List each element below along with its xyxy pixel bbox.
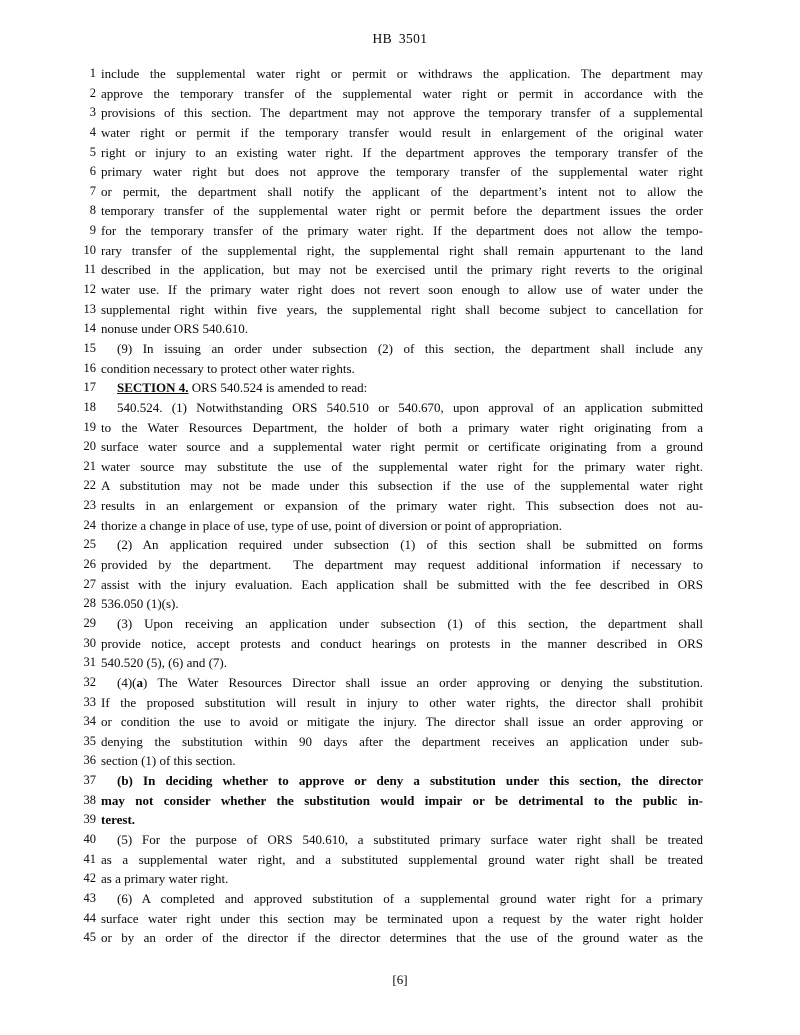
line-number: 31 [83,655,96,670]
line-number: 24 [83,517,96,532]
text-segment: a [136,674,143,690]
text-segment: denying the substitution within 90 days after the department receives an application under sub- [101,733,703,749]
line-number: 16 [83,360,96,375]
text-segment: described in the application, but may not be exercised until the primary right reverts to the original [101,262,703,278]
line-number: 5 [89,144,96,159]
line-text [101,889,703,909]
line-text [101,123,703,143]
line-text [101,712,703,732]
text-line [0,791,703,811]
text-segment: as a supplemental water right, and a substituted supplemental ground water right shall be treated [101,851,703,867]
line-text [101,457,703,477]
line-number: 7 [89,183,96,198]
line-number: 26 [83,557,96,572]
text-segment: (b) In deciding whether to approve or deny a substitution under this section, the director [117,773,703,789]
line-number: 13 [83,301,96,316]
line-text [101,339,703,359]
text-line [0,201,703,221]
text-segment: include the supplemental water right or permit or withdraws the application. The department may [101,66,703,81]
line-number: 2 [89,85,96,100]
line-text [101,103,703,123]
line-number: 35 [83,733,96,748]
text-line [0,143,703,163]
text-segment: nonuse under ORS 540.610. [101,321,248,337]
text-line [0,103,703,123]
text-line [0,339,703,359]
text-line [0,496,703,516]
text-line [0,889,703,909]
line-number: 42 [83,871,96,886]
line-number: 44 [83,910,96,925]
text-line [0,810,703,830]
text-segment: If the proposed substitution will result in injury to other water rights, the director shall prohibit [101,694,703,710]
line-text [101,201,703,221]
text-line [0,437,703,457]
line-text [101,221,703,241]
text-segment: water right or permit if the temporary transfer would result in enlargement of the original water [101,124,703,140]
line-text [101,359,703,379]
text-line [0,653,703,673]
text-segment: section (1) of this section. [101,753,236,769]
text-segment: right or injury to an existing water right. If the department approves the temporary transfer of the [101,144,703,160]
text-segment: (9) In issuing an order under subsection (2) of this section, the department shall include any [117,340,703,356]
line-number: 22 [83,478,96,493]
line-number: 4 [89,124,96,139]
text-segment: or condition the use to avoid or mitigate the injury. The director shall issue an order approving or [101,714,703,730]
text-line [0,850,703,870]
text-line [0,457,703,477]
text-segment: condition necessary to protect other water rights. [101,360,355,376]
line-text [101,614,703,634]
text-line [0,84,703,104]
line-number: 8 [89,203,96,218]
page-header-bill-number: HB 3501 [372,31,428,46]
text-segment: supplemental right within five years, the supplemental right shall become subject to cancellation for [101,301,703,317]
text-line [0,575,703,595]
text-segment: rary transfer of the supplemental right, the supplemental right shall remain appurtenant to the land [101,242,703,258]
line-text [101,496,703,516]
line-text [101,378,703,398]
text-line [0,398,703,418]
line-text [101,634,703,654]
text-line [0,476,703,496]
text-segment: results in an enlargement or expansion of the primary water right. This subsection does not au- [101,498,703,514]
line-text [101,771,703,791]
line-text [101,594,703,614]
text-line [0,693,703,713]
line-number: 27 [83,576,96,591]
line-text [101,398,703,418]
text-line [0,830,703,850]
line-number: 21 [83,458,96,473]
text-segment: water use. If the primary water right does not revert soon enough to allow use of water under the [101,282,703,298]
line-text [101,280,703,300]
line-text [101,653,703,673]
text-line [0,241,703,261]
line-number: 25 [83,537,96,552]
bill-text-lines [0,64,703,948]
text-line [0,260,703,280]
line-text [101,476,703,496]
line-number: 32 [83,674,96,689]
line-number: 45 [83,930,96,945]
text-segment: provide notice, accept protests and conduct hearings on protests in the manner described in ORS [101,635,703,651]
line-number: 37 [83,773,96,788]
line-number: 15 [83,340,96,355]
line-number: 1 [89,66,96,80]
text-line [0,516,703,536]
text-segment: thorize a change in place of use, type of use, point of diversion or point of appropriation. [101,517,563,533]
text-segment: 540.524. (1) Notwithstanding ORS 540.510 or 540.670, upon approval of an application submitted [117,399,703,415]
line-number: 6 [89,164,96,179]
text-segment: 540.520 (5), (6) and (7). [101,655,227,671]
text-line [0,909,703,929]
line-text [101,693,703,713]
text-line [0,221,703,241]
text-line [0,64,703,84]
line-number: 10 [83,242,96,257]
line-text [101,555,703,575]
line-number: 28 [83,596,96,611]
line-text [101,869,703,889]
line-text [101,575,703,595]
text-segment: A substitution may not be made under this subsection if the use of the supplemental water right [101,478,703,494]
line-text [101,241,703,261]
line-text [101,516,703,536]
line-text [101,732,703,752]
line-number: 29 [83,615,96,630]
line-text [101,260,703,280]
text-line [0,280,703,300]
line-number: 36 [83,753,96,768]
text-line [0,123,703,143]
text-line [0,771,703,791]
text-segment: provided by the department. The department may request additional information if necessary to [101,557,703,573]
text-line [0,555,703,575]
line-number: 33 [83,694,96,709]
text-line [0,182,703,202]
line-number: 14 [83,321,96,336]
line-text [101,64,703,84]
text-line [0,359,703,379]
text-line [0,418,703,438]
line-text [101,850,703,870]
text-segment: water source may substitute the use of the supplemental water right for the primary water right. [101,458,703,474]
line-text [101,319,703,339]
line-number: 17 [83,380,96,395]
text-segment: or permit, the department shall notify the applicant of the department’s intent not to allow the [101,183,703,199]
line-number: 19 [83,419,96,434]
text-line [0,162,703,182]
text-segment: may not consider whether the substitution would impair or be detrimental to the public in- [101,792,703,808]
line-number: 39 [83,812,96,827]
text-segment: surface water right under this section may be terminated upon a request by the water right holder [101,910,703,926]
line-number: 34 [83,714,96,729]
line-text [101,810,703,830]
line-number: 43 [83,890,96,905]
line-number: 11 [83,262,96,277]
line-number: 9 [89,223,96,238]
text-segment: ORS 540.524 is amended to read: [188,380,368,396]
line-text [101,791,703,811]
text-line [0,751,703,771]
text-segment: surface water source and a supplemental water right permit or certificate originating from a ground [101,439,703,455]
text-line [0,614,703,634]
text-segment: as a primary water right. [101,871,229,887]
text-segment: provisions of this section. The department may not approve the temporary transfer of a supplemental [101,105,703,121]
text-segment: (5) For the purpose of ORS 540.610, a substituted primary surface water right shall be treated [117,831,703,847]
line-number: 23 [83,498,96,513]
text-line [0,634,703,654]
text-segment: primary water right but does not approve the temporary transfer of the supplemental water right [101,164,703,180]
text-segment: to the Water Resources Department, the holder of both a primary water right originating from a [101,419,703,435]
line-number: 38 [83,792,96,807]
line-text [101,909,703,929]
text-segment: approve the temporary transfer of the supplemental water right or permit in accordance with the [101,85,703,101]
text-line [0,535,703,555]
text-line [0,319,703,339]
line-text [101,162,703,182]
line-text [101,84,703,104]
line-text [101,300,703,320]
text-segment: (4)( [117,674,137,690]
text-segment: assist with the injury evaluation. Each application shall be submitted with the fee described in ORS [101,576,703,592]
line-text [101,437,703,457]
text-line [0,928,703,948]
section-heading: SECTION 4. [117,380,189,396]
text-segment: or by an order of the director if the director determines that the use of the ground water as the [101,930,703,946]
text-segment: ) The Water Resources Director shall issue an order approving or denying the substitution. [143,674,703,690]
line-text [101,928,703,948]
text-line [0,732,703,752]
text-line [0,869,703,889]
line-text [101,182,703,202]
line-text [101,673,703,693]
text-segment: for the temporary transfer of the primary water right. If the department does not allow the tempo- [101,223,703,239]
text-line [0,594,703,614]
line-number: 40 [83,831,96,846]
line-text [101,535,703,555]
line-number: 20 [83,439,96,454]
text-line [0,673,703,693]
line-number: 30 [83,635,96,650]
text-segment: 536.050 (1)(s). [101,596,179,612]
line-text [101,830,703,850]
text-segment: (6) A completed and approved substitution of a supplemental ground water right for a primary [117,890,703,906]
text-segment: temporary transfer of the supplemental water right or permit before the department issues the order [101,203,703,219]
line-text [101,418,703,438]
line-number: 41 [83,851,96,866]
line-text [101,751,703,771]
text-segment: (3) Upon receiving an application under subsection (1) of this section, the department shall [117,615,703,631]
line-number: 12 [83,282,96,297]
line-number: 18 [83,399,96,414]
text-segment: terest. [101,812,136,828]
line-number: 3 [89,105,96,120]
page-number: [6] [392,972,408,987]
text-line [0,300,703,320]
text-segment: (2) An application required under subsection (1) of this section shall be submitted on forms [117,537,703,553]
text-line [0,712,703,732]
line-text [101,143,703,163]
text-line [0,378,703,398]
